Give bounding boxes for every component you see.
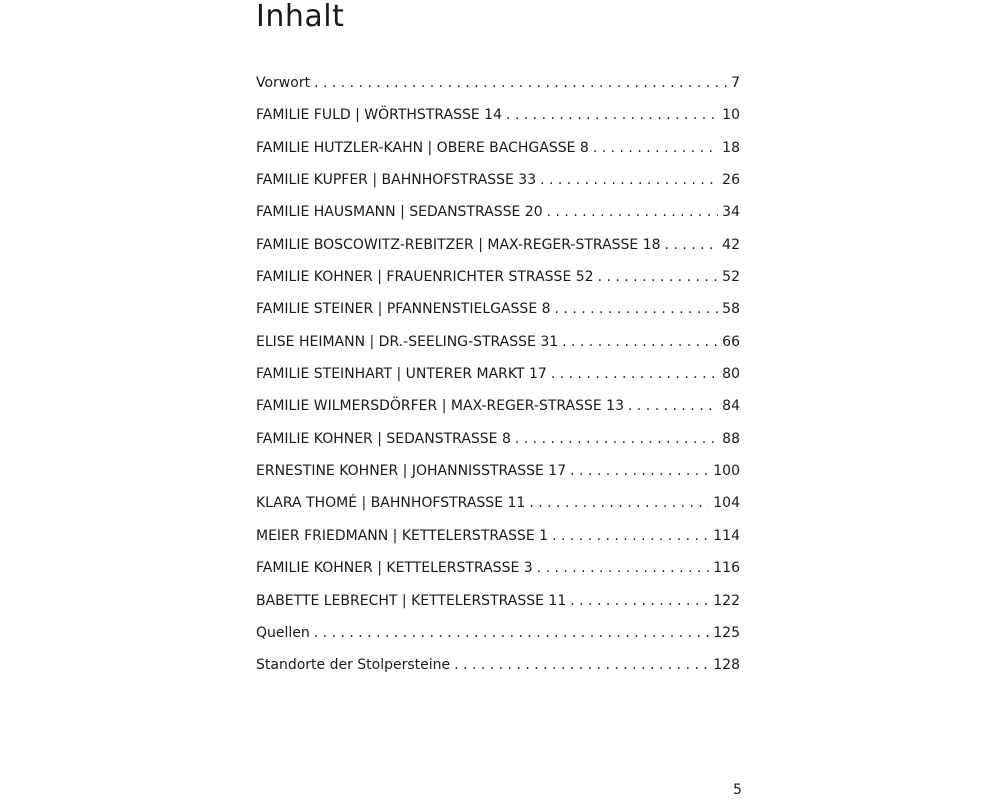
toc-leader-dots xyxy=(506,107,718,123)
toc-entry-title: FAMILIE STEINHART | UNTERER MARKT 17 xyxy=(256,366,547,383)
toc-leader-dots xyxy=(665,237,719,253)
toc-entry-page: 100 xyxy=(713,463,740,480)
toc-entry-page: 34 xyxy=(722,204,740,221)
table-of-contents xyxy=(256,75,740,690)
toc-entry-title: FAMILIE KUPFER | BAHNHOFSTRASSE 33 xyxy=(256,172,537,189)
toc-leader-dots xyxy=(593,140,718,156)
toc-entry-title: FAMILIE WILMERSDÖRFER | MAX-REGER-STRASSE 13 xyxy=(256,398,624,415)
toc-entry[interactable] xyxy=(256,269,740,301)
toc-leader-dots xyxy=(547,204,719,220)
toc-entry-page: 7 xyxy=(731,75,740,91)
toc-entry-title: FAMILIE HAUSMANN | SEDANSTRASSE 20 xyxy=(256,204,543,221)
toc-entry-page: 26 xyxy=(722,172,740,189)
toc-entry[interactable] xyxy=(256,140,740,172)
toc-entry[interactable] xyxy=(256,204,740,236)
toc-entry-title: FAMILIE KOHNER | FRAUENRICHTER STRASSE 52 xyxy=(256,269,594,286)
toc-leader-dots xyxy=(314,625,709,641)
toc-entry[interactable] xyxy=(256,75,740,107)
toc-entry-page: 18 xyxy=(722,139,740,156)
toc-entry-title: FAMILIE HUTZLER-KAHN | OBERE BACHGASSE 8 xyxy=(256,139,589,156)
toc-entry-page: 104 xyxy=(713,495,740,512)
toc-entry-page: 52 xyxy=(722,269,740,286)
toc-leader-dots xyxy=(552,528,709,544)
toc-entry-page: 80 xyxy=(722,366,740,383)
toc-entry[interactable] xyxy=(256,107,740,139)
toc-entry-page: 114 xyxy=(713,527,740,544)
toc-entry-page: 58 xyxy=(722,301,740,318)
page-number: 5 xyxy=(733,782,742,798)
toc-entry[interactable] xyxy=(256,431,740,463)
toc-entry-title: ELISE HEIMANN | DR.-SEELING-STRASSE 31 xyxy=(256,333,559,350)
toc-entry-page: 66 xyxy=(722,333,740,350)
toc-leader-dots xyxy=(515,431,718,447)
toc-entry[interactable] xyxy=(256,237,740,269)
toc-entry[interactable] xyxy=(256,398,740,430)
toc-entry[interactable] xyxy=(256,657,740,689)
toc-entry-page: 125 xyxy=(713,624,740,641)
toc-leader-dots xyxy=(555,301,719,317)
toc-entry[interactable] xyxy=(256,495,740,527)
toc-entry-page: 128 xyxy=(713,657,740,674)
toc-entry[interactable] xyxy=(256,334,740,366)
toc-entry-title: FAMILIE KOHNER | KETTELERSTRASSE 3 xyxy=(256,560,533,577)
toc-entry-title: BABETTE LEBRECHT | KETTELERSTRASSE 11 xyxy=(256,592,567,609)
toc-entry-page: 84 xyxy=(722,398,740,415)
toc-leader-dots xyxy=(540,172,718,188)
toc-leader-dots xyxy=(529,495,709,511)
toc-entry-title: Vorwort xyxy=(256,75,311,91)
toc-leader-dots xyxy=(628,398,718,414)
toc-entry-page: 42 xyxy=(722,236,740,253)
toc-leader-dots xyxy=(570,463,709,479)
toc-leader-dots xyxy=(570,593,709,609)
toc-leader-dots xyxy=(562,334,718,350)
toc-entry-title: ERNESTINE KOHNER | JOHANNISSTRASSE 17 xyxy=(256,463,567,480)
toc-leader-dots xyxy=(551,366,718,382)
toc-entry-title: KLARA THOMÉ | BAHNHOFSTRASSE 11 xyxy=(256,495,526,512)
toc-entry[interactable] xyxy=(256,463,740,495)
toc-entry-title: FAMILIE KOHNER | SEDANSTRASSE 8 xyxy=(256,430,511,447)
toc-entry-title: Quellen xyxy=(256,624,310,641)
toc-entry-page: 122 xyxy=(713,592,740,609)
toc-leader-dots xyxy=(598,269,719,285)
toc-entry-page: 88 xyxy=(722,430,740,447)
toc-entry[interactable] xyxy=(256,625,740,657)
toc-entry-title: FAMILIE BOSCOWITZ-REBITZER | MAX-REGER-STRASSE 18 xyxy=(256,236,661,253)
toc-entry[interactable] xyxy=(256,593,740,625)
toc-entry-title: MEIER FRIEDMANN | KETTELERSTRASSE 1 xyxy=(256,527,549,544)
toc-entry[interactable] xyxy=(256,172,740,204)
toc-leader-dots xyxy=(314,75,727,91)
toc-leader-dots xyxy=(454,657,709,673)
toc-entry[interactable] xyxy=(256,301,740,333)
toc-leader-dots xyxy=(537,560,710,576)
toc-entry-title: Standorte der Stolpersteine xyxy=(256,657,451,674)
toc-entry[interactable] xyxy=(256,528,740,560)
toc-entry-page: 116 xyxy=(713,560,740,577)
page-title: Inhalt xyxy=(256,0,345,34)
toc-entry-title: FAMILIE FULD | WÖRTHSTRASSE 14 xyxy=(256,107,502,124)
toc-entry-page: 10 xyxy=(722,107,740,124)
toc-entry[interactable] xyxy=(256,560,740,592)
toc-entry[interactable] xyxy=(256,366,740,398)
toc-entry-title: FAMILIE STEINER | PFANNENSTIELGASSE 8 xyxy=(256,301,551,318)
